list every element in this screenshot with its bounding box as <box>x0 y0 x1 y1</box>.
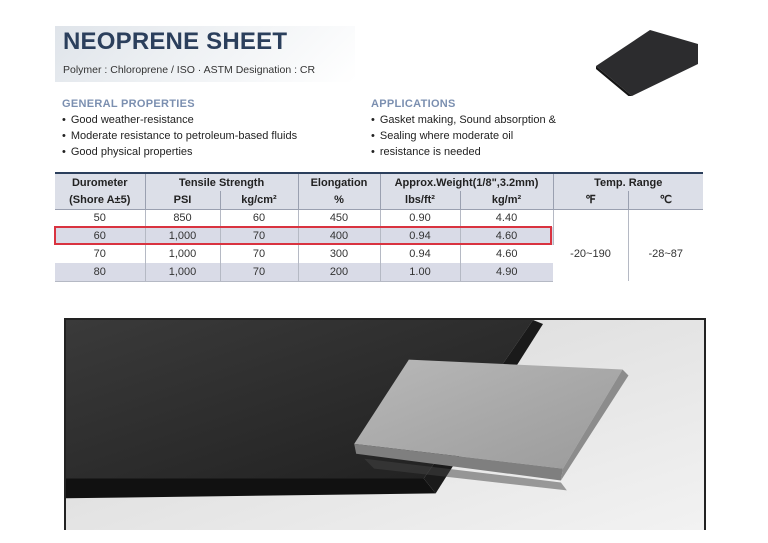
durometer-subheader: (Shore A±5) <box>55 191 145 209</box>
lbs-ft2-cell: 0.94 <box>380 245 460 263</box>
title-area <box>55 26 595 82</box>
psi-cell: 1,000 <box>145 263 220 281</box>
kg-cm2-cell: 70 <box>220 227 298 245</box>
temp-range-f-cell: -20~190 <box>553 227 628 281</box>
kg-m2-cell: 4.40 <box>460 209 553 227</box>
durometer-cell: 60 <box>55 227 145 245</box>
elongation-cell: 300 <box>298 245 380 263</box>
tensile-strength-header: Tensile Strength <box>145 173 298 191</box>
psi-cell: 1,000 <box>145 227 220 245</box>
page-subtitle: Polymer : Chloroprene / ISO · ASTM Designation : CR <box>63 64 316 76</box>
properties-table <box>55 172 703 282</box>
temp-c-cell <box>628 209 703 227</box>
kg-m2-cell: 4.60 <box>460 227 553 245</box>
approx-weight-header: Approx.Weight(1/8",3.2mm) <box>380 173 553 191</box>
general-properties-list <box>62 112 297 160</box>
list-item: • Good weather-resistance <box>62 112 297 128</box>
lbs-ft2-header: lbs/ft² <box>380 191 460 209</box>
page-title: NEOPRENE SHEET <box>63 28 288 55</box>
applications-heading: APPLICATIONS <box>371 98 456 110</box>
list-item: • Gasket making, Sound absorption & <box>371 112 556 128</box>
table-header-row <box>55 173 703 191</box>
kg-m2-cell: 4.90 <box>460 263 553 281</box>
table-row <box>55 209 703 227</box>
lbs-ft2-cell: 0.94 <box>380 227 460 245</box>
psi-cell: 1,000 <box>145 245 220 263</box>
kg-cm2-cell: 70 <box>220 263 298 281</box>
elongation-cell: 200 <box>298 263 380 281</box>
celsius-header: ℃ <box>628 191 703 209</box>
elongation-cell: 400 <box>298 227 380 245</box>
applications-list <box>371 112 556 160</box>
table-subheader-row <box>55 191 703 209</box>
kg-m2-header: kg/m² <box>460 191 553 209</box>
durometer-header: Durometer <box>55 173 145 191</box>
durometer-cell: 50 <box>55 209 145 227</box>
temp-range-header: Temp. Range <box>553 173 703 191</box>
neoprene-sheet-photo <box>64 318 706 530</box>
lbs-ft2-cell: 1.00 <box>380 263 460 281</box>
list-item: • Moderate resistance to petroleum-based fluids <box>62 128 297 144</box>
list-item: • resistance is needed <box>371 144 556 160</box>
kg-cm2-cell: 60 <box>220 209 298 227</box>
elongation-header: Elongation <box>298 173 380 191</box>
sheet-sample-image <box>588 26 698 96</box>
elongation-unit-header: % <box>298 191 380 209</box>
fahrenheit-header: ℉ <box>553 191 628 209</box>
psi-header: PSI <box>145 191 220 209</box>
kg-m2-cell: 4.60 <box>496 248 518 260</box>
durometer-cell: 70 <box>55 245 145 263</box>
elongation-cell: 450 <box>298 209 380 227</box>
kg-cm2-header: kg/cm² <box>220 191 298 209</box>
list-item: • Sealing where moderate oil <box>371 128 556 144</box>
kg-cm2-cell: 70 <box>220 245 298 263</box>
temp-range-c-cell: -28~87 <box>628 227 703 281</box>
list-item: • Good physical properties <box>62 144 297 160</box>
general-properties-heading: GENERAL PROPERTIES <box>62 98 195 110</box>
table-row <box>55 227 703 245</box>
sheet-sample-top <box>596 30 698 96</box>
durometer-cell: 80 <box>55 263 145 281</box>
psi-cell: 850 <box>145 209 220 227</box>
lbs-ft2-cell: 0.90 <box>380 209 460 227</box>
temp-f-cell <box>553 209 628 227</box>
